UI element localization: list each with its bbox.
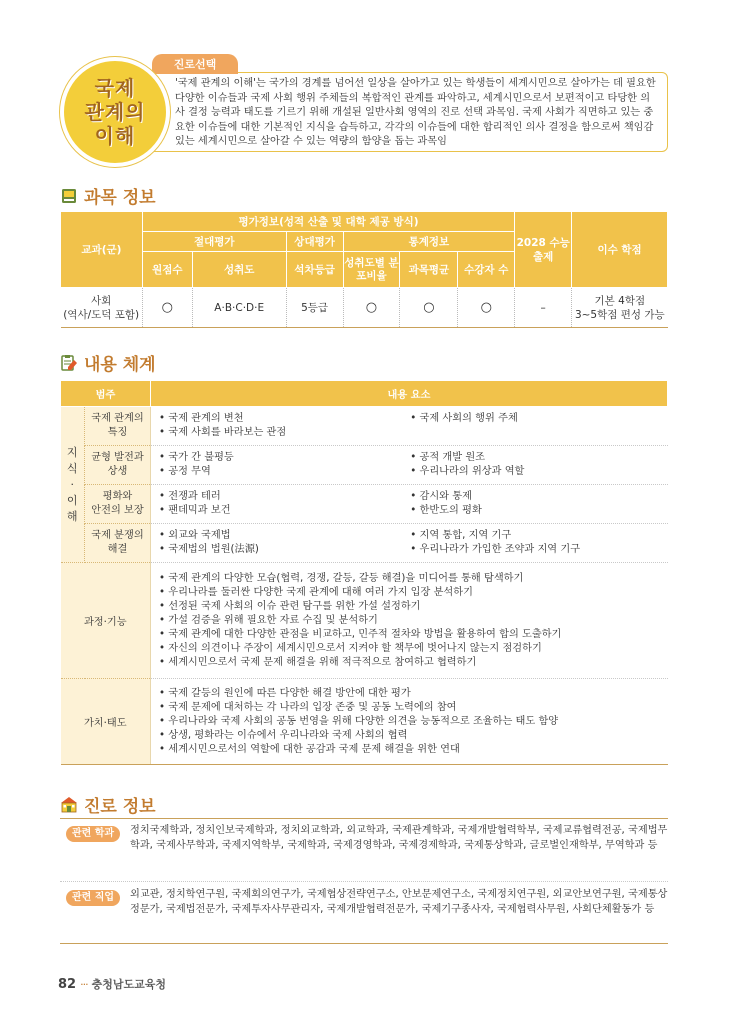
course-title-line-1: 국제 [94, 76, 136, 100]
cell-suneung: – [515, 288, 572, 328]
cell-credits: 기본 4학점 3~5학점 편성 가능 [572, 288, 668, 328]
subject-info-title: 과목 정보 [84, 188, 156, 208]
knowledge-elements: • 외교와 국제법 • 국제법의 법원(法源) • 지역 통합, 지역 기구 • 우리나라가 가입한 조약과 지역 기구 [151, 524, 668, 563]
col-absolute: 절대평가 [142, 232, 286, 252]
course-title-line-3: 이해 [94, 124, 136, 148]
book-icon [60, 187, 78, 205]
knowledge-category: 균형 발전과 상생 [85, 446, 151, 485]
course-type-tab: 진로선택 [152, 54, 238, 74]
knowledge-elements: • 국가 간 불평등 • 공정 무역 • 공적 개발 원조 • 우리나라의 위상과 역할 [151, 446, 668, 485]
process-row [61, 563, 668, 679]
knowledge-row-1 [61, 407, 668, 446]
page-number: 82 [58, 976, 77, 992]
subject-info-heading [60, 183, 156, 208]
cell-students: ○ [458, 288, 515, 328]
content-system-table [60, 380, 668, 765]
col-raw-score: 원점수 [142, 252, 192, 288]
career-divider [60, 881, 668, 882]
clipboard-pencil-icon [60, 354, 78, 372]
content-system-title: 내용 체계 [84, 355, 156, 375]
col-rank: 석차등급 [286, 252, 343, 288]
course-description: '국제 관계의 이해'는 국가의 경계를 넘어선 일상을 살아가고 있는 학생들이 세계시민으로 살아가는 데 필요한 다양한 이슈들과 국제 사회 행위 주체들의 복합적인 관계를 파악하고, 세계시민으로서 보편적이고 타당한 의사 결정 능력과 태도를 기르기 위해 개설된 일반사회 영역의 진로 선택 과목임. 국제 사회가 직면하고 있는 중요한 이슈들에 대한 기본적인 지식을 습득하고, 각각의 이슈들에 대한 합리적인 의사 결정을 함으로써 책임감 있는 세계시민으로 살아갈 수 있는 역량의 함양을 돕는 과목임 [134, 72, 668, 152]
knowledge-row-4 [61, 524, 668, 563]
knowledge-category: 국제 분쟁의 해결 [85, 524, 151, 563]
related-jobs-label: 관련 직업 [66, 890, 120, 906]
related-departments-label: 관련 학과 [66, 826, 120, 842]
knowledge-elements: • 전쟁과 테러 • 팬데믹과 보건 • 감시와 통제 • 한반도의 평화 [151, 485, 668, 524]
related-departments [60, 824, 668, 853]
values-category: 가치·태도 [61, 679, 151, 765]
content-system-heading [60, 350, 156, 375]
col-students: 수강자 수 [458, 252, 515, 288]
related-jobs-text: 외교관, 정치학연구원, 국제회의연구가, 국제협상전략연구소, 안보문제연구소, 국제정치연구원, 외교안보연구원, 국제통상정문가, 국제법전문가, 국제투자사무관리자, 국제개발협력전문가, 국제기구종사자, 국제협력사무원, 사회단체활동가 등 [130, 889, 668, 915]
col-suneung: 2028 수능 출제 [515, 212, 572, 288]
career-top-rule [60, 818, 668, 819]
subject-info-row [61, 288, 668, 328]
knowledge-elements: • 국제 관계의 변천 • 국제 사회를 바라보는 관점 • 국제 사회의 행위 주체 [151, 407, 668, 446]
cell-ach-dist: ○ [343, 288, 400, 328]
col-achievement: 성취도 [192, 252, 286, 288]
related-jobs [60, 888, 668, 917]
knowledge-category: 국제 관계의 특징 [85, 407, 151, 446]
process-elements: • 국제 관계의 다양한 모습(협력, 경쟁, 갈등, 갈등 해결)을 미디어를 통해 탐색하기 • 우리나라를 둘러싼 다양한 국제 관계에 대해 여러 가지 입장 분석하기 • 선정된 국제 사회의 이슈 관련 탐구를 위한 가설 설정하기 • 가설 검증을 위해 필요한 자료 수집 및 분석하기 • 국제 관계에 대한 다양한 관점을 비교하고, 민주적 절차와 방법을 활용하여 합의 도출하기 • 자신의 의견이나 주장이 세계시민으로서 지켜야 할 책무에 벗어나지 않는지 점검하기 • 세계시민으로서 국제 문제 해결을 위해 적극적으로 참여하고 협력하기 [151, 563, 668, 679]
subject-info-table [60, 211, 668, 328]
col-eval-group: 평가정보(성적 산출 및 대학 제공 방식) [142, 212, 514, 232]
knowledge-group-label: 지 식 · 이 해 [61, 407, 85, 563]
col-subject: 교과(군) [61, 212, 143, 288]
knowledge-row-2 [61, 446, 668, 485]
footer-dots: ··· [80, 977, 88, 991]
knowledge-category: 평화와 안전의 보장 [85, 485, 151, 524]
col-elements: 내용 요소 [151, 381, 668, 407]
career-bottom-rule [60, 943, 668, 944]
col-ach-dist: 성취도별 분포비율 [343, 252, 400, 288]
cell-achievement: A·B·C·D·E [192, 288, 286, 328]
cell-rank: 5등급 [286, 288, 343, 328]
col-credits: 이수 학점 [572, 212, 668, 288]
career-info-heading [60, 792, 156, 817]
col-avg: 과목평균 [400, 252, 458, 288]
process-category: 과정·기능 [61, 563, 151, 679]
page-footer [58, 976, 166, 992]
course-title-badge [60, 57, 170, 167]
col-relative: 상대평가 [286, 232, 343, 252]
col-stats: 통계정보 [343, 232, 515, 252]
school-building-icon [60, 796, 78, 814]
knowledge-row-3 [61, 485, 668, 524]
values-elements: • 국제 갈등의 원인에 따른 다양한 해결 방안에 대한 평가 • 국제 문제에 대처하는 각 나라의 입장 존중 및 공동 노력에의 참여 • 우리나라와 국제 사회의 공동 번영을 위해 다양한 의견을 능동적으로 조율하는 태도 함양 • 상생, 평화라는 이슈에서 우리나라와 국제 사회의 협력 • 세계시민으로서의 역할에 대한 공감과 국제 문제 해결을 위한 연대 [151, 679, 668, 765]
col-category: 범주 [61, 381, 151, 407]
course-title-line-2: 관계의 [84, 100, 146, 124]
publisher-name: 충청남도교육청 [91, 978, 166, 991]
career-info-title: 진로 정보 [84, 797, 156, 817]
cell-avg: ○ [400, 288, 458, 328]
values-row [61, 679, 668, 765]
cell-subject: 사회 (역사/도덕 포함) [61, 288, 143, 328]
related-departments-text: 정치국제학과, 정치인보국제학과, 정치외교학과, 외교학과, 국제관계학과, 국제개발협력학부, 국제교류협력전공, 국제법무학과, 국제사무학과, 국제지역학부, 국제학과, 국제경영학과, 국제경제학과, 국제통상학과, 글로벌인재학부, 무역학과 등 [130, 825, 668, 851]
cell-raw-score: ○ [142, 288, 192, 328]
